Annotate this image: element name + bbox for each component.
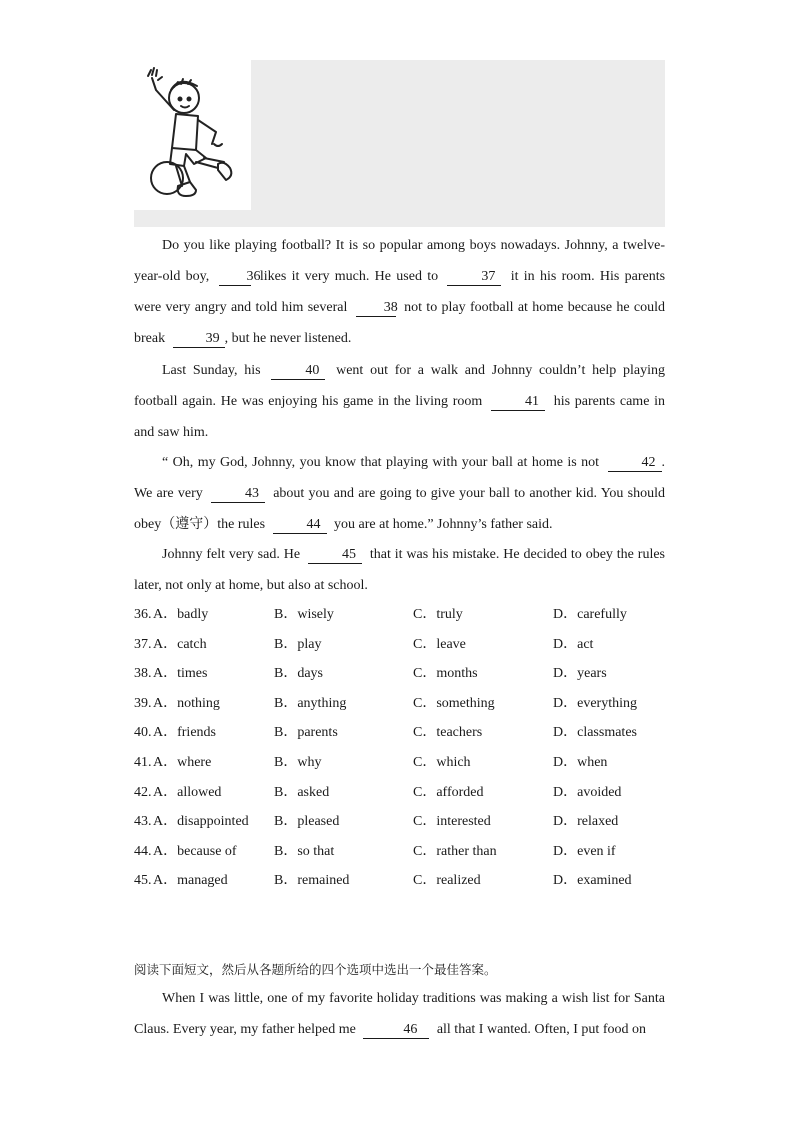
passage-text: about you and are going to give your ball to another kid. You should obey（遵守）the rules [134,486,665,532]
passage-text: , but he never listened. [224,331,352,346]
passage-paragraph-4 [134,539,665,601]
option-b[interactable]: B．parents [274,725,338,741]
passage-text: that it was his mistake. He decided to obey the rules later, not only at home, but also at school. [134,547,666,593]
option-b[interactable]: B．so that [274,843,335,859]
passage-text: . We are very [134,455,665,501]
question-number: 41. [134,754,152,770]
option-d[interactable]: D．relaxed [553,814,619,830]
question-number: 42. [134,784,152,800]
option-c[interactable]: C．teachers [413,725,483,741]
option-d[interactable]: D．everything [553,695,637,711]
passage-paragraph-3 [134,447,665,540]
passage-text: it in his room. His parents were very angry and told him several [134,269,666,315]
question-row [134,778,665,808]
passage-paragraph-2 [134,355,665,448]
question-number: 44. [134,843,152,859]
question-number: 45. [134,873,152,889]
question-row [134,748,665,778]
blank-39[interactable]: 39 [173,331,225,348]
passage-text: Do you like playing football? It is so popular among boys nowadays. Johnny, a twelve-year-old boy, [134,238,665,284]
option-d[interactable]: D．examined [553,873,632,889]
section-instruction: 阅读下面短文，然后从各题所给的四个选项中选出一个最佳答案。 [134,962,497,977]
option-b[interactable]: B．days [274,666,323,682]
question-number: 37. [134,636,152,652]
option-d[interactable]: D．avoided [553,784,622,800]
question-row [134,718,665,748]
option-a[interactable]: A．times [153,666,208,682]
passage-text: “ Oh, my God, Johnny, you know that playing with your ball at home is not [162,455,600,470]
option-b[interactable]: B．play [274,636,322,652]
blank-41[interactable]: 41 [491,394,545,411]
option-c[interactable]: C．months [413,666,478,682]
question-number: 40. [134,725,152,741]
option-b[interactable]: B．remained [274,873,350,889]
question-number: 38. [134,666,152,682]
blank-36[interactable]: 36 [219,269,251,286]
option-d[interactable]: D．classmates [553,725,637,741]
option-a[interactable]: A．disappointed [153,814,249,830]
option-a[interactable]: A．nothing [153,695,220,711]
passage-text: likes it very much. He used to [259,269,439,284]
option-c[interactable]: C．afforded [413,784,484,800]
question-row [134,689,665,719]
option-b[interactable]: B．asked [274,784,330,800]
passage-text: all that I wanted. Often, I put food on [436,1022,646,1037]
passage-text: Johnny felt very sad. He [162,547,301,562]
option-d[interactable]: D．when [553,754,608,770]
option-a[interactable]: A．friends [153,725,216,741]
option-a[interactable]: A．managed [153,873,228,889]
passage-text: not to play football at home because he could break [134,300,666,346]
passage-paragraph-1 [134,230,665,354]
option-c[interactable]: C．leave [413,636,466,652]
question-number: 36. [134,607,152,622]
question-row [134,807,665,837]
blank-38[interactable]: 38 [356,300,396,317]
option-a[interactable]: A．because of [153,843,237,859]
option-b[interactable]: B．anything [274,695,347,711]
blank-46[interactable]: 46 [363,1022,429,1039]
passage2-paragraph-1 [134,983,665,1045]
passage-text: Last Sunday, his [162,363,261,378]
question-number: 39. [134,695,152,711]
option-d[interactable]: D．carefully [553,607,627,622]
blank-42[interactable]: 42 [608,455,662,472]
option-a[interactable]: A．allowed [153,784,222,800]
passage-text: went out for a walk and Johnny couldn’t help playing football again. He was enjoying his game in the living room [134,363,665,409]
blank-43[interactable]: 43 [211,486,265,503]
option-c[interactable]: C．which [413,754,471,770]
question-number: 43. [134,814,152,830]
passage-text: you are at home.” Johnny’s father said. [334,517,553,532]
option-c[interactable]: C．rather than [413,843,497,859]
blank-40[interactable]: 40 [271,363,325,380]
blank-44[interactable]: 44 [273,517,327,534]
question-options [134,600,665,896]
boy-kicking-football-icon [134,60,251,210]
option-d[interactable]: D．years [553,666,607,682]
option-a[interactable]: A．catch [153,636,207,652]
question-row [134,659,665,689]
option-c[interactable]: C．truly [413,607,463,622]
option-c[interactable]: C．something [413,695,495,711]
passage-text: his parents came in and saw him. [134,394,666,440]
option-d[interactable]: D．act [553,636,594,652]
question-row [134,866,665,896]
option-d[interactable]: D．even if [553,843,616,859]
passage-text: When I was little, one of my favorite holiday traditions was making a wish list for Santa Claus. Every year, my father helped me [134,991,665,1037]
option-b[interactable]: B．pleased [274,814,340,830]
option-a[interactable]: A．where [153,754,212,770]
option-b[interactable]: B．why [274,754,322,770]
question-row [134,600,665,630]
blank-37[interactable]: 37 [447,269,501,286]
blank-45[interactable]: 45 [308,547,362,564]
question-row [134,630,665,660]
question-row [134,837,665,867]
option-c[interactable]: C．realized [413,873,481,889]
option-b[interactable]: B．wisely [274,607,334,622]
option-a[interactable]: A．badly [153,607,209,622]
option-c[interactable]: C．interested [413,814,491,830]
